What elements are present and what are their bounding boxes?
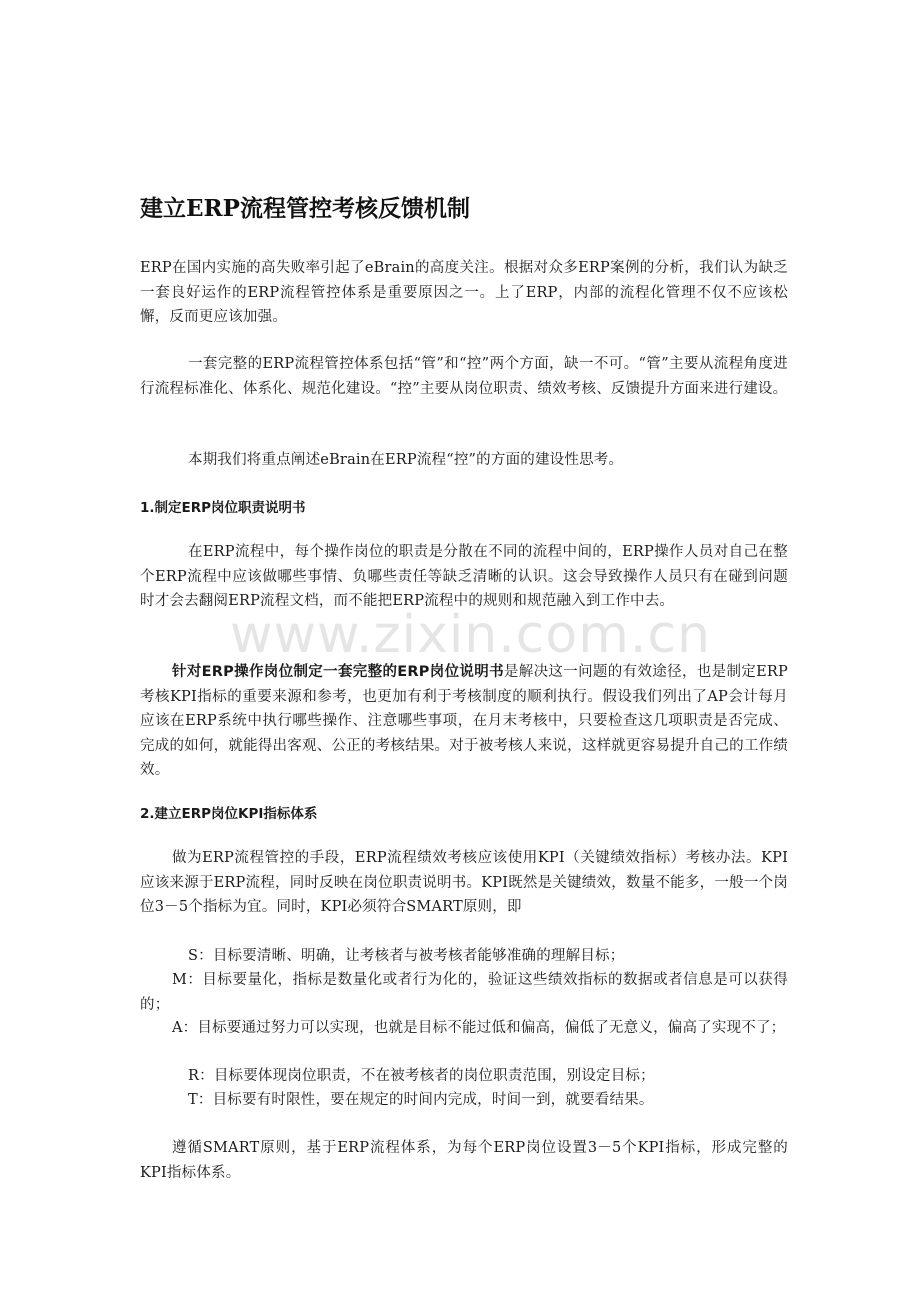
section2-conclusion: 遵循SMART原则，基于ERP流程体系，为每个ERP岗位设置3－5个KPI指标，形成完整的KPI指标体系。 [140, 1140, 788, 1181]
section2-heading: 2.建立ERP岗位KPI指标体系 [140, 806, 318, 822]
watermark: www.zixin.com.cn [230, 605, 711, 665]
section1-paragraph-1: 在ERP流程中，每个操作岗位的职责是分散在不同的流程中间的，ERP操作人员对自己在整个ERP流程中应该做哪些事情、负哪些责任等缺乏清晰的认识。这会导致操作人员只有在碰到问题时才会去翻阅ERP流程文档，而不能把ERP流程中的规则和规范融入到工作中去。 [140, 544, 788, 609]
smart-item-m: M：目标要量化，指标是数量化或者行为化的，验证这些绩效指标的数据或者信息是可以获得的； [140, 972, 788, 1013]
section1-paragraph-2-bold: 针对ERP操作岗位制定一套完整的ERP岗位说明书 [172, 664, 504, 680]
intro-paragraph: ERP在国内实施的高失败率引起了eBrain的高度关注。根据对众多ERP案例的分析，我们认为缺乏一套良好运作的ERP流程管控体系是重要原因之一。上了ERP，内部的流程化管理不仅不应该松懈，反而更应该加强。 [140, 260, 788, 325]
paragraph-focus: 本期我们将重点阐述eBrain在ERP流程“控”的方面的建设性思考。 [188, 452, 624, 468]
paragraph-guan-kong: 一套完整的ERP流程管控体系包括“管”和“控”两个方面，缺一不可。“管”主要从流程角度进行流程标准化、体系化、规范化建设。“控”主要从岗位职责、绩效考核、反馈提升方面来进行建设。 [140, 356, 788, 397]
section1-paragraph-2-rest: 是解决这一问题的有效途径，也是制定ERP考核KPI指标的重要来源和参考，也更加有利于考核制度的顺利执行。假设我们列出了AP会计每月应该在ERP系统中执行哪些操作、注意哪些事项，在月末考核中，只要检查这几项职责是否完成、完成的如何，就能得出客观、公正的考核结果。对于被考核人来说，这样就更容易提升自己的工作绩效。 [140, 664, 788, 778]
smart-item-a: A：目标要通过努力可以实现，也就是目标不能过低和偏高，偏低了无意义，偏高了实现不了； [172, 1020, 786, 1036]
smart-item-s: S：目标要清晰、明确，让考核者与被考核者能够准确的理解目标； [188, 948, 625, 964]
document-title: 建立ERP流程管控考核反馈机制 [140, 195, 470, 222]
section1-heading: 1.制定ERP岗位职责说明书 [140, 500, 306, 516]
section2-paragraph-1: 做为ERP流程管控的手段，ERP流程绩效考核应该使用KPI（关键绩效指标）考核办法。KPI应该来源于ERP流程，同时反映在岗位职责说明书。KPI既然是关键绩效，数量不能多，一般一个岗位3－5个指标为宜。同时，KPI必须符合SMART原则，即 [140, 850, 788, 915]
section1-paragraph-2 [140, 660, 788, 783]
smart-item-r: R：目标要体现岗位职责，不在被考核者的岗位职责范围，别设定目标； [188, 1068, 655, 1084]
smart-item-t: T：目标要有时限性，要在规定的时间内完成，时间一到，就要看结果。 [188, 1092, 654, 1108]
